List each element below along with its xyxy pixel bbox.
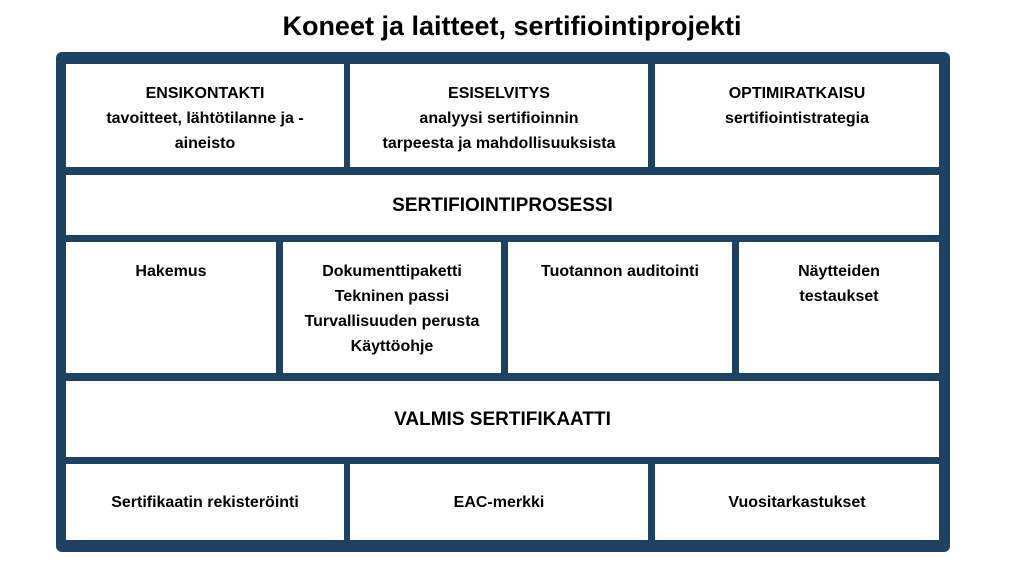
dokumenttipaketti-line-3: Käyttöohje (350, 338, 434, 355)
optimiratkaisu-line-1: sertifiointistrategia (724, 110, 870, 127)
process-header-box (66, 175, 939, 235)
naytteiden-testaukset-line-1: testaukset (799, 288, 879, 305)
vuositarkastukset-box (655, 464, 939, 540)
hakemus-box (66, 242, 276, 373)
ensikontakti-heading: ENSIKONTAKTI (145, 85, 265, 102)
eac-merkki-label: EAC-merkki (453, 493, 545, 511)
esiselvitys-box (350, 64, 648, 167)
ensikontakti-box (66, 64, 344, 167)
dokumenttipaketti-line-2: Turvallisuuden perusta (304, 313, 480, 330)
ensikontakti-line-2: aineisto (174, 135, 236, 152)
hakemus-label: Hakemus (135, 263, 207, 280)
ensikontakti-line-1: tavoitteet, lähtötilanne ja - (106, 110, 304, 127)
naytteiden-testaukset-box (739, 242, 939, 373)
esiselvitys-line-2: tarpeesta ja mahdollisuuksista (382, 135, 616, 152)
esiselvitys-line-1: analyysi sertifioinnin (419, 110, 579, 127)
tuotannon-auditointi-box (508, 242, 732, 373)
tuotannon-auditointi-label: Tuotannon auditointi (541, 263, 699, 280)
result-header-label: VALMIS SERTIFIKAATTI (394, 408, 611, 430)
vuositarkastukset-label: Vuositarkastukset (728, 493, 866, 511)
dokumenttipaketti-line-1: Tekninen passi (334, 288, 450, 305)
esiselvitys-heading: ESISELVITYS (448, 85, 550, 102)
diagram-title: Koneet ja laitteet, sertifiointiprojekti (282, 11, 742, 41)
eac-merkki-box (350, 464, 648, 540)
dokumenttipaketti-box (283, 242, 501, 373)
optimiratkaisu-box (655, 64, 939, 167)
process-header-label: SERTIFIOINTIPROSESSI (392, 194, 613, 216)
optimiratkaisu-heading: OPTIMIRATKAISU (728, 85, 866, 102)
rekisterointi-box (66, 464, 344, 540)
naytteiden-testaukset-line-0: Näytteiden (798, 263, 880, 280)
rekisterointi-label: Sertifikaatin rekisteröinti (111, 493, 299, 511)
dokumenttipaketti-line-0: Dokumenttipaketti (322, 263, 462, 280)
result-header-box (66, 381, 939, 457)
